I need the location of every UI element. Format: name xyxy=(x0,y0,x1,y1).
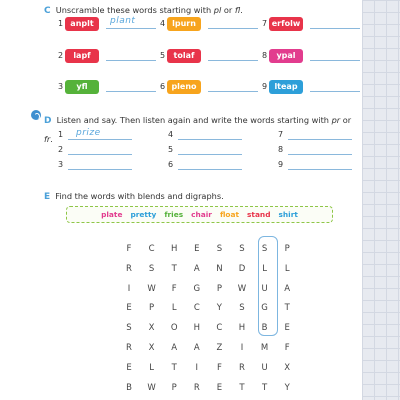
answer-text: prize xyxy=(76,128,101,138)
listen-item xyxy=(58,145,138,157)
answer-line[interactable] xyxy=(68,139,132,140)
grid-letter[interactable]: N xyxy=(216,263,223,274)
item-number: 7 xyxy=(278,130,284,139)
section-c-instruction xyxy=(56,5,243,15)
grid-letter[interactable]: T xyxy=(261,382,268,393)
answer-line[interactable] xyxy=(208,60,258,61)
instr-d-prefix: Listen and say. Then listen again and write the words starting with xyxy=(56,115,332,125)
item-number: 6 xyxy=(168,160,174,169)
scrambled-word: lpurn xyxy=(167,17,201,31)
grid-letter[interactable]: E xyxy=(126,303,132,314)
item-number: 4 xyxy=(168,130,174,139)
scrambled-word: lapf xyxy=(65,49,99,63)
grid-letter[interactable]: L xyxy=(262,263,267,274)
scrambled-word: erfolw xyxy=(269,17,303,31)
instr-d-em2: fr xyxy=(44,134,51,144)
grid-letter[interactable]: W xyxy=(147,382,156,393)
grid-letter[interactable]: S xyxy=(148,263,155,274)
grid-letter[interactable]: E xyxy=(194,244,200,254)
grid-letter[interactable]: Y xyxy=(284,382,290,393)
grid-letter[interactable]: H xyxy=(170,244,178,254)
item-number: 9 xyxy=(278,160,284,169)
section-e-instruction: Find the words with blends and digraphs. xyxy=(55,191,224,201)
item-number: 1 xyxy=(58,19,64,28)
listen-item xyxy=(168,130,248,142)
instr-d-em1: pr xyxy=(331,115,341,125)
instr-c-prefix: Unscramble these words starting with xyxy=(55,5,214,15)
listen-item xyxy=(58,130,138,142)
answer-line[interactable] xyxy=(178,169,242,170)
answer-line[interactable] xyxy=(106,91,156,92)
grid-letter[interactable]: F xyxy=(216,362,222,373)
scramble-item xyxy=(58,80,158,94)
grid-letter[interactable]: P xyxy=(149,303,155,314)
grid-letter[interactable]: A xyxy=(284,283,291,294)
answer-line[interactable] xyxy=(178,139,242,140)
grid-letter[interactable]: F xyxy=(126,244,132,254)
section-e-letter: E xyxy=(44,192,51,202)
grid-letter[interactable]: A xyxy=(171,343,178,353)
grid-letter[interactable]: O xyxy=(170,323,178,334)
instr-c-em2: fl xyxy=(234,5,241,15)
grid-letter[interactable]: A xyxy=(193,343,200,353)
grid-letter[interactable]: T xyxy=(171,263,177,274)
grid-letter[interactable]: G xyxy=(261,303,268,314)
grid-letter[interactable]: E xyxy=(284,323,290,334)
answer-line[interactable] xyxy=(106,28,156,29)
grid-letter[interactable]: T xyxy=(239,382,245,393)
answer-line[interactable] xyxy=(310,28,360,29)
grid-letter[interactable]: S xyxy=(261,244,268,254)
grid-letter[interactable]: X xyxy=(284,362,291,373)
answer-line[interactable] xyxy=(208,28,258,29)
grid-letter[interactable]: P xyxy=(171,382,177,393)
scrambled-word: pleno xyxy=(167,80,201,94)
grid-letter[interactable]: C xyxy=(148,244,155,254)
grid-letter[interactable]: R xyxy=(126,343,132,353)
grid-letter[interactable]: R xyxy=(193,382,200,393)
answer-line[interactable] xyxy=(68,169,132,170)
item-number: 6 xyxy=(160,82,166,91)
listen-item xyxy=(58,160,138,172)
grid-letter[interactable]: B xyxy=(126,382,132,393)
listen-item xyxy=(168,160,248,172)
grid-letter[interactable]: C xyxy=(216,323,223,334)
scrambled-word: anplt xyxy=(65,17,99,31)
grid-letter[interactable]: Z xyxy=(216,343,223,353)
listen-item xyxy=(278,160,358,172)
grid-letter[interactable]: L xyxy=(149,362,154,373)
listen-item xyxy=(278,145,358,157)
scrambled-word: yfl xyxy=(65,80,99,94)
word-bank-word: chair xyxy=(191,210,212,219)
word-bank-word: stand xyxy=(247,210,271,219)
grid-letter[interactable]: H xyxy=(238,323,246,334)
audio-icon[interactable] xyxy=(31,110,41,120)
item-number: 8 xyxy=(262,51,268,60)
grid-letter[interactable]: D xyxy=(238,263,246,274)
grid-letter[interactable]: S xyxy=(126,323,132,334)
listen-item xyxy=(168,145,248,157)
scramble-item xyxy=(58,49,158,63)
scrambled-word: lteap xyxy=(269,80,303,94)
item-number: 5 xyxy=(160,51,166,60)
grid-letter[interactable]: R xyxy=(239,362,245,373)
scramble-item xyxy=(262,17,362,31)
item-number: 1 xyxy=(58,130,64,139)
grid-letter[interactable]: T xyxy=(171,362,177,373)
instr-c-em1: pl xyxy=(213,5,222,15)
word-bank-word: fries xyxy=(164,210,184,219)
found-word-highlight xyxy=(258,236,278,336)
grid-letter[interactable]: S xyxy=(239,303,245,314)
grid-letter[interactable]: X xyxy=(148,323,155,334)
instr-c-mid: or xyxy=(221,5,235,15)
section-c-heading xyxy=(44,0,243,17)
grid-letter[interactable]: F xyxy=(171,283,177,294)
answer-line[interactable] xyxy=(208,91,258,92)
item-number: 4 xyxy=(160,19,166,28)
grid-letter[interactable]: A xyxy=(193,263,200,274)
grid-letter[interactable]: I xyxy=(127,283,131,294)
answer-line[interactable] xyxy=(178,154,242,155)
grid-letter[interactable]: M xyxy=(260,343,269,353)
grid-letter[interactable]: S xyxy=(239,244,245,254)
answer-line[interactable] xyxy=(68,154,132,155)
section-e-heading xyxy=(44,184,224,203)
scramble-item xyxy=(58,17,158,31)
grid-letter[interactable]: U xyxy=(261,283,268,294)
grid-letter[interactable]: U xyxy=(261,362,268,373)
grid-letter[interactable]: E xyxy=(216,382,223,393)
grid-letter[interactable]: S xyxy=(216,244,223,254)
answer-line[interactable] xyxy=(106,60,156,61)
answer-line[interactable] xyxy=(288,169,352,170)
item-number: 3 xyxy=(58,160,64,169)
item-number: 7 xyxy=(262,19,268,28)
answer-line[interactable] xyxy=(310,91,360,92)
scramble-item xyxy=(160,80,260,94)
word-bank-word: plate xyxy=(101,210,123,219)
instr-d-suffix: . xyxy=(50,134,53,144)
grid-letter[interactable]: I xyxy=(195,362,199,373)
grid-letter[interactable]: C xyxy=(193,303,200,314)
grid-letter[interactable]: E xyxy=(126,362,132,373)
scrambled-word: tolaf xyxy=(167,49,201,63)
item-number: 8 xyxy=(278,145,284,154)
instr-d-mid: or xyxy=(340,115,352,125)
scramble-item xyxy=(160,49,260,63)
grid-letter[interactable]: B xyxy=(261,323,268,334)
grid-letter[interactable]: Y xyxy=(216,303,222,314)
grid-letter[interactable]: G xyxy=(193,283,201,294)
answer-line[interactable] xyxy=(310,60,360,61)
item-number: 2 xyxy=(58,51,64,60)
grid-letter[interactable]: T xyxy=(284,303,290,314)
grid-letter[interactable]: W xyxy=(237,283,247,294)
word-bank-word: pretty xyxy=(130,210,157,219)
scramble-item xyxy=(262,49,362,63)
answer-line[interactable] xyxy=(288,139,352,140)
grid-letter[interactable]: W xyxy=(147,283,156,294)
grid-letter[interactable]: H xyxy=(193,323,200,334)
word-bank-word: float xyxy=(219,210,240,219)
item-number: 2 xyxy=(58,145,64,154)
answer-text: plant xyxy=(110,16,136,26)
scramble-item xyxy=(160,17,260,31)
item-number: 3 xyxy=(58,82,64,91)
word-bank xyxy=(66,206,333,223)
grid-letter[interactable]: P xyxy=(216,283,222,294)
listen-item xyxy=(278,130,358,142)
grid-letter[interactable]: L xyxy=(171,303,177,314)
instr-c-suffix: . xyxy=(240,5,243,15)
item-number: 9 xyxy=(262,82,268,91)
grid-letter[interactable]: X xyxy=(148,343,155,353)
grid-letter[interactable]: L xyxy=(284,263,290,274)
scrambled-word: ypal xyxy=(269,49,303,63)
graph-paper-background xyxy=(362,0,400,400)
grid-letter[interactable]: P xyxy=(284,244,290,254)
word-bank-word: shirt xyxy=(278,210,298,219)
grid-letter[interactable]: F xyxy=(284,343,290,353)
grid-letter[interactable]: I xyxy=(240,343,244,353)
answer-line[interactable] xyxy=(288,154,352,155)
scramble-item xyxy=(262,80,362,94)
section-c-letter: C xyxy=(44,6,51,16)
section-d-letter: D xyxy=(44,116,52,126)
grid-letter[interactable]: R xyxy=(126,263,132,274)
item-number: 5 xyxy=(168,145,174,154)
